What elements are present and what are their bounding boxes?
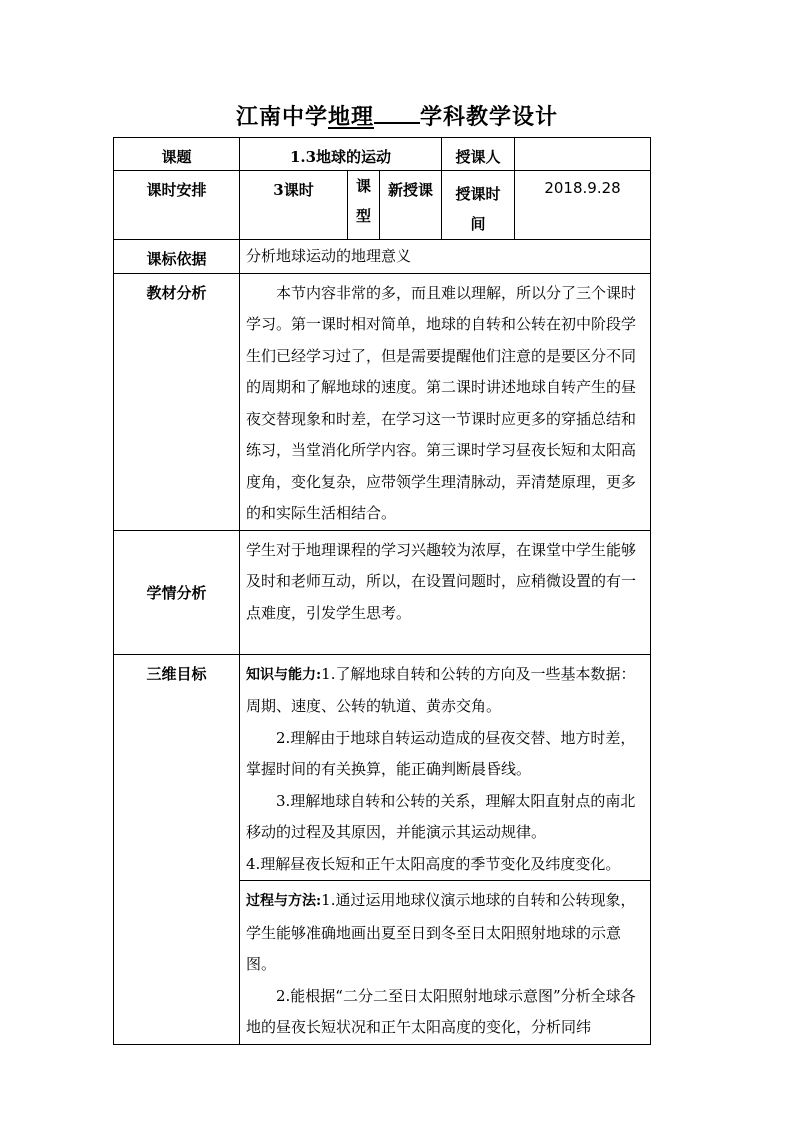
topic-row bbox=[114, 138, 651, 171]
topic-label: 课题 bbox=[114, 138, 240, 171]
schedule-label: 课时安排 bbox=[114, 171, 240, 240]
students-label: 学情分析 bbox=[114, 530, 240, 654]
goals-knowledge-row bbox=[114, 654, 651, 881]
knowledge-item: 2.理解由于地球自转运动造成的昼夜交替、地方时差，掌握时间的有关换算，能正确判断晨昏线。 bbox=[246, 728, 636, 778]
schedule-value: 3课时 bbox=[240, 171, 348, 240]
type-value: 新授课 bbox=[380, 171, 442, 240]
lesson-plan-table bbox=[113, 137, 651, 1045]
knowledge-label: 知识与能力: bbox=[246, 666, 322, 683]
page-title bbox=[0, 100, 794, 131]
standard-label: 课标依据 bbox=[114, 240, 240, 274]
knowledge-item: 1.了解地球自转和公转的方向及一些基本数据：周期、速度、公转的轨道、黄赤交角。 bbox=[246, 664, 636, 715]
title-suffix: 学科教学设计 bbox=[420, 104, 559, 130]
type-label: 课型 bbox=[348, 171, 380, 240]
subject-name: 地理 bbox=[327, 104, 374, 130]
knowledge-item: 4.理解昼夜长短和正午太阳高度的季节变化及纬度变化。 bbox=[246, 854, 621, 873]
schedule-row bbox=[114, 171, 651, 240]
teacher-value bbox=[515, 138, 651, 171]
textbook-value: 本节内容非常的多，而且难以理解，所以分了三个课时学习。第一课时相对简单，地球的自转和公转在初中阶段学生们已经学习过了，但是需要提醒他们注意的是要区分不同的周期和了解地球的速度。第二课时讲述地球自转产生的昼夜交替现象和时差，在学习这一节课时应更多的穿插总结和练习，当堂消化所学内容。第三课时学习昼夜长短和太阳高度角，变化复杂，应带领学生理清脉动，弄清楚原理，更多的和实际生活相结合。 bbox=[240, 273, 651, 530]
students-row bbox=[114, 530, 651, 654]
standard-value: 分析地球运动的地理意义 bbox=[240, 240, 651, 274]
textbook-label: 教材分析 bbox=[114, 273, 240, 530]
knowledge-cell bbox=[240, 654, 651, 881]
goals-label: 三维目标 bbox=[114, 654, 240, 1044]
process-cell bbox=[240, 881, 651, 1045]
process-item: 1.通过运用地球仪演示地球的自转和公转现象，学生能够准确地画出夏至日到冬至日太阳照射地球的示意图。 bbox=[246, 891, 636, 973]
topic-value: 1.3地球的运动 bbox=[240, 138, 442, 171]
knowledge-item: 3.理解地球自转和公转的关系，理解太阳直射点的南北移动的过程及其原因，并能演示其运动规律。 bbox=[246, 791, 636, 841]
date-label: 授课时间 bbox=[442, 171, 515, 240]
teacher-label: 授课人 bbox=[442, 138, 515, 171]
date-value: 2018.9.28 bbox=[515, 171, 651, 240]
school-name: 江南中学 bbox=[235, 104, 328, 130]
process-label: 过程与方法: bbox=[246, 893, 322, 909]
standard-row bbox=[114, 240, 651, 274]
students-value: 学生对于地理课程的学习兴趣较为浓厚，在课堂中学生能够及时和老师互动，所以，在设置问题时，应稍微设置的有一点难度，引发学生思考。 bbox=[240, 530, 651, 654]
textbook-row bbox=[114, 273, 651, 530]
process-item: 2.能根据“二分二至日太阳照射地球示意图”分析全球各地的昼夜长短状况和正午太阳高度的变化，分析同纬 bbox=[246, 986, 636, 1036]
title-blank-line bbox=[374, 104, 420, 124]
